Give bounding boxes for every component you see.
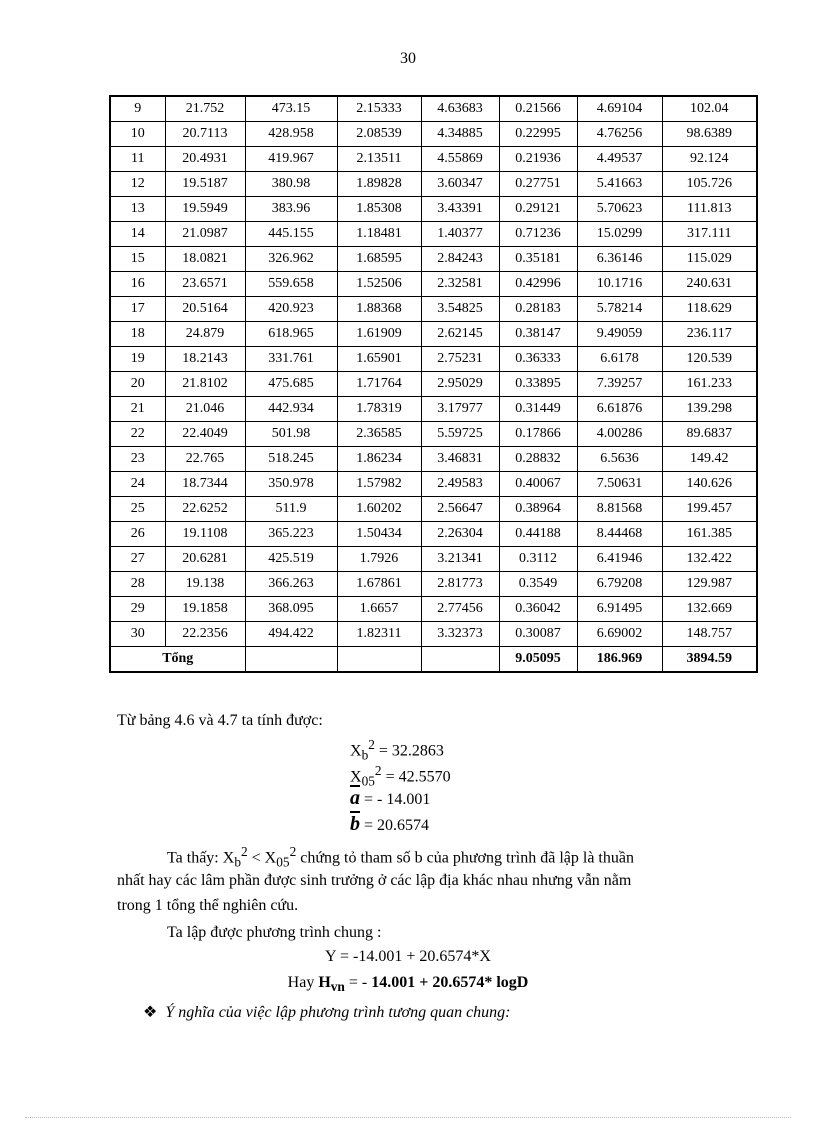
table-row: [110, 422, 757, 447]
table-row: [110, 297, 757, 322]
table-cell: 2.49583: [421, 472, 499, 497]
table-cell: 3.46831: [421, 447, 499, 472]
table-row: [110, 622, 757, 647]
table-cell: 350.978: [245, 472, 337, 497]
table-cell: 1.82311: [337, 622, 421, 647]
empty-cell: [421, 647, 499, 673]
table-cell: 0.30087: [499, 622, 577, 647]
table-cell: 26: [110, 522, 165, 547]
table-cell: 380.98: [245, 172, 337, 197]
table-cell: 6.61876: [577, 397, 662, 422]
table-cell: 317.111: [662, 222, 757, 247]
table-cell: 149.42: [662, 447, 757, 472]
table-cell: 30: [110, 622, 165, 647]
table-row: [110, 222, 757, 247]
table-cell: 3.32373: [421, 622, 499, 647]
table-cell: 89.6837: [662, 422, 757, 447]
table-cell: 27: [110, 547, 165, 572]
table-row: [110, 397, 757, 422]
table-cell: 10: [110, 122, 165, 147]
table-cell: 0.17866: [499, 422, 577, 447]
table-cell: 6.79208: [577, 572, 662, 597]
table-cell: 6.41946: [577, 547, 662, 572]
table-cell: 8.44468: [577, 522, 662, 547]
table-cell: 21: [110, 397, 165, 422]
table-row: [110, 497, 757, 522]
table-cell: 21.752: [165, 96, 245, 122]
table-cell: 442.934: [245, 397, 337, 422]
table-cell: 7.39257: [577, 372, 662, 397]
table-cell: 18.0821: [165, 247, 245, 272]
table-cell: 1.52506: [337, 272, 421, 297]
table-row: [110, 197, 757, 222]
table-cell: 111.813: [662, 197, 757, 222]
table-cell: 14: [110, 222, 165, 247]
table-cell: 4.69104: [577, 96, 662, 122]
empty-cell: [245, 647, 337, 673]
table-cell: 0.40067: [499, 472, 577, 497]
table-cell: 12: [110, 172, 165, 197]
total-label: Tổng: [110, 647, 245, 673]
table-cell: 559.658: [245, 272, 337, 297]
table-cell: 1.78319: [337, 397, 421, 422]
table-cell: 473.15: [245, 96, 337, 122]
table-cell: 21.0987: [165, 222, 245, 247]
para1-part-a: Ta thấy: X: [167, 849, 235, 867]
table-cell: 2.75231: [421, 347, 499, 372]
table-cell: 0.22995: [499, 122, 577, 147]
page-number: 30: [400, 50, 416, 67]
table-cell: 4.34885: [421, 122, 499, 147]
hay-word: Hay: [287, 974, 319, 991]
table-cell: 7.50631: [577, 472, 662, 497]
x05-subscript: 05: [361, 773, 375, 789]
table-cell: 115.029: [662, 247, 757, 272]
table-cell: 23.6571: [165, 272, 245, 297]
table-cell: 240.631: [662, 272, 757, 297]
table-cell: 2.15333: [337, 96, 421, 122]
table-cell: 3.17977: [421, 397, 499, 422]
table-cell: 24.879: [165, 322, 245, 347]
table-cell: 5.59725: [421, 422, 499, 447]
table-cell: 132.422: [662, 547, 757, 572]
table-cell: 102.04: [662, 96, 757, 122]
table-cell: 0.27751: [499, 172, 577, 197]
table-cell: 132.669: [662, 597, 757, 622]
table-cell: 445.155: [245, 222, 337, 247]
table-cell: 105.726: [662, 172, 757, 197]
b-bar-symbol: $\overline{b}$: [350, 813, 360, 835]
x05-symbol: X: [350, 768, 362, 786]
table-cell: 19.1108: [165, 522, 245, 547]
table-cell: 23: [110, 447, 165, 472]
table-cell: 4.63683: [421, 96, 499, 122]
table-cell: 0.31449: [499, 397, 577, 422]
paragraph-2: Ta lập được phương trình chung :: [167, 924, 382, 941]
table-cell: 326.962: [245, 247, 337, 272]
table-cell: 20.7113: [165, 122, 245, 147]
table-cell: 0.21566: [499, 96, 577, 122]
table-cell: 92.124: [662, 147, 757, 172]
para1-sub-b: b: [234, 854, 241, 870]
table-cell: 494.422: [245, 622, 337, 647]
eq2-bold: 14.001 + 20.6574* logD: [371, 974, 529, 991]
table-cell: 0.3549: [499, 572, 577, 597]
b-mean-line: [350, 813, 429, 836]
table-cell: 199.457: [662, 497, 757, 522]
xb-squared-line: $X_b^2 = 32.2863$: [350, 737, 444, 763]
table-cell: 5.41663: [577, 172, 662, 197]
table-cell: 22.4049: [165, 422, 245, 447]
bullet-heading: [143, 1002, 511, 1022]
table-cell: 19: [110, 347, 165, 372]
table-cell: 1.86234: [337, 447, 421, 472]
table-cell: 21.8102: [165, 372, 245, 397]
table-row: [110, 572, 757, 597]
table-cell: 20.5164: [165, 297, 245, 322]
table-cell: 11: [110, 147, 165, 172]
table-cell: 9.49059: [577, 322, 662, 347]
table-cell: 518.245: [245, 447, 337, 472]
x05-squared-line: $X_{05}^2 = 42.5570$: [350, 763, 451, 789]
paragraph-1-line-2: nhất hay các lâm phần được sinh trưởng ở các lập địa khác nhau nhưng vẫn nằm: [117, 872, 632, 889]
table-cell: 18.7344: [165, 472, 245, 497]
bullet-text: Ý nghĩa của việc lập phương trình tương quan chung:: [165, 1004, 511, 1021]
table-cell: 1.85308: [337, 197, 421, 222]
table-cell: 4.00286: [577, 422, 662, 447]
table-cell: 3.60347: [421, 172, 499, 197]
table-cell: 19.5187: [165, 172, 245, 197]
table-cell: 5.78214: [577, 297, 662, 322]
table-cell: 0.38147: [499, 322, 577, 347]
table-cell: 511.9: [245, 497, 337, 522]
total-cell: 9.05095: [499, 647, 577, 673]
table-cell: 0.29121: [499, 197, 577, 222]
table-cell: 22: [110, 422, 165, 447]
table-cell: 1.89828: [337, 172, 421, 197]
table-cell: 20.6281: [165, 547, 245, 572]
para1-mid: < X: [247, 849, 277, 867]
paragraph-1-line-3: trong 1 tổng thể nghiên cứu.: [117, 897, 299, 914]
table-cell: 29: [110, 597, 165, 622]
table-cell: 13: [110, 197, 165, 222]
table-cell: 0.28832: [499, 447, 577, 472]
table-cell: 161.385: [662, 522, 757, 547]
table-row: [110, 247, 757, 272]
table-cell: 2.77456: [421, 597, 499, 622]
table-cell: 4.49537: [577, 147, 662, 172]
table-row: [110, 522, 757, 547]
table-cell: 1.71764: [337, 372, 421, 397]
table-cell: 2.56647: [421, 497, 499, 522]
table-row: [110, 96, 757, 122]
total-row: [110, 647, 757, 673]
table-cell: 1.88368: [337, 297, 421, 322]
table-cell: 161.233: [662, 372, 757, 397]
table-cell: 383.96: [245, 197, 337, 222]
table-cell: 501.98: [245, 422, 337, 447]
table-cell: 1.40377: [421, 222, 499, 247]
table-cell: 1.65901: [337, 347, 421, 372]
table-cell: 0.42996: [499, 272, 577, 297]
table-cell: 129.987: [662, 572, 757, 597]
table-row: [110, 447, 757, 472]
table-cell: 21.046: [165, 397, 245, 422]
table-cell: 2.32581: [421, 272, 499, 297]
total-cell: 3894.59: [662, 647, 757, 673]
intro-text: Từ bảng 4.6 và 4.7 ta tính được:: [117, 712, 323, 729]
table-cell: 2.13511: [337, 147, 421, 172]
table-cell: 0.44188: [499, 522, 577, 547]
table-row: [110, 372, 757, 397]
equation-2: [0, 974, 816, 995]
a-bar-symbol: $\overline{a}$: [350, 787, 360, 809]
table-cell: 475.685: [245, 372, 337, 397]
footer-divider: [25, 1117, 791, 1118]
table-cell: 6.5636: [577, 447, 662, 472]
table-cell: 25: [110, 497, 165, 522]
table-cell: 16: [110, 272, 165, 297]
table-row: [110, 547, 757, 572]
table-cell: 368.095: [245, 597, 337, 622]
table-cell: 6.6178: [577, 347, 662, 372]
table-cell: 10.1716: [577, 272, 662, 297]
table-cell: 139.298: [662, 397, 757, 422]
table-cell: 3.43391: [421, 197, 499, 222]
table-cell: 2.26304: [421, 522, 499, 547]
table-cell: 18.2143: [165, 347, 245, 372]
table-cell: 419.967: [245, 147, 337, 172]
table-cell: 120.539: [662, 347, 757, 372]
table-cell: 1.18481: [337, 222, 421, 247]
table-cell: 0.28183: [499, 297, 577, 322]
table-cell: 20: [110, 372, 165, 397]
table-cell: 1.7926: [337, 547, 421, 572]
table-cell: 148.757: [662, 622, 757, 647]
xb-symbol: X: [350, 742, 362, 760]
table-cell: 20.4931: [165, 147, 245, 172]
table-cell: 19.1858: [165, 597, 245, 622]
table-cell: 365.223: [245, 522, 337, 547]
table-cell: 98.6389: [662, 122, 757, 147]
table-cell: 118.629: [662, 297, 757, 322]
equation-1: Y = -14.001 + 20.6574*X: [325, 948, 491, 965]
h-subscript: vn: [330, 979, 345, 995]
table-cell: 22.6252: [165, 497, 245, 522]
table-cell: 0.21936: [499, 147, 577, 172]
table-cell: 28: [110, 572, 165, 597]
paragraph-1-line-1: Ta thấy: $X_b^2 < X_{05}^2$ chứng tỏ tham số b của phương trình đã lập là thuần: [167, 844, 634, 870]
table-row: [110, 347, 757, 372]
eq2-mid: = -: [344, 974, 372, 991]
table-row: [110, 172, 757, 197]
table-cell: 19.138: [165, 572, 245, 597]
table-cell: 0.36042: [499, 597, 577, 622]
table-cell: 4.55869: [421, 147, 499, 172]
table-cell: 4.76256: [577, 122, 662, 147]
table-cell: 24: [110, 472, 165, 497]
x05-value: = 42.5570: [381, 768, 451, 786]
table-cell: 6.36146: [577, 247, 662, 272]
table-row: [110, 272, 757, 297]
table-cell: 1.6657: [337, 597, 421, 622]
table-cell: 140.626: [662, 472, 757, 497]
table-cell: 22.765: [165, 447, 245, 472]
table-cell: 2.95029: [421, 372, 499, 397]
table-cell: 18: [110, 322, 165, 347]
table-cell: 3.21341: [421, 547, 499, 572]
xb-value: = 32.2863: [374, 742, 444, 760]
table-cell: 2.62145: [421, 322, 499, 347]
table-cell: 618.965: [245, 322, 337, 347]
para1-sub-05: 05: [276, 854, 290, 870]
table-cell: 6.91495: [577, 597, 662, 622]
a-mean-line: [350, 787, 430, 810]
table-cell: 5.70623: [577, 197, 662, 222]
table-cell: 0.38964: [499, 497, 577, 522]
table-cell: 15.0299: [577, 222, 662, 247]
table-row: [110, 472, 757, 497]
table-cell: 366.263: [245, 572, 337, 597]
table-cell: 1.61909: [337, 322, 421, 347]
b-value: = 20.6574: [360, 817, 430, 834]
data-table: [109, 95, 758, 673]
table-cell: 1.50434: [337, 522, 421, 547]
table-cell: 2.81773: [421, 572, 499, 597]
table-cell: 15: [110, 247, 165, 272]
table-row: [110, 147, 757, 172]
table-cell: 420.923: [245, 297, 337, 322]
table-cell: 1.67861: [337, 572, 421, 597]
table-cell: 425.519: [245, 547, 337, 572]
table-cell: 236.117: [662, 322, 757, 347]
table-cell: 6.69002: [577, 622, 662, 647]
table-cell: 2.36585: [337, 422, 421, 447]
table-row: [110, 597, 757, 622]
table-cell: 22.2356: [165, 622, 245, 647]
table-cell: 0.33895: [499, 372, 577, 397]
table-cell: 2.08539: [337, 122, 421, 147]
table-cell: 19.5949: [165, 197, 245, 222]
table-cell: 1.60202: [337, 497, 421, 522]
table-cell: 1.68595: [337, 247, 421, 272]
empty-cell: [337, 647, 421, 673]
table-cell: 331.761: [245, 347, 337, 372]
total-cell: 186.969: [577, 647, 662, 673]
h-symbol: H: [318, 974, 331, 991]
table-cell: 2.84243: [421, 247, 499, 272]
table-cell: 17: [110, 297, 165, 322]
para1-end: chứng tỏ tham số b của phương trình đã lập là thuần: [296, 849, 634, 867]
table-row: [110, 322, 757, 347]
table-cell: 9: [110, 96, 165, 122]
table-cell: 0.36333: [499, 347, 577, 372]
table-cell: 3.54825: [421, 297, 499, 322]
xb-subscript: b: [361, 747, 369, 763]
table-cell: 8.81568: [577, 497, 662, 522]
table-cell: 0.35181: [499, 247, 577, 272]
table-cell: 428.958: [245, 122, 337, 147]
table-cell: 0.3112: [499, 547, 577, 572]
table-cell: 0.71236: [499, 222, 577, 247]
a-value: = - 14.001: [360, 791, 431, 808]
table-row: [110, 122, 757, 147]
diamond-bullet-icon: ❖: [143, 1004, 158, 1021]
table-cell: 1.57982: [337, 472, 421, 497]
